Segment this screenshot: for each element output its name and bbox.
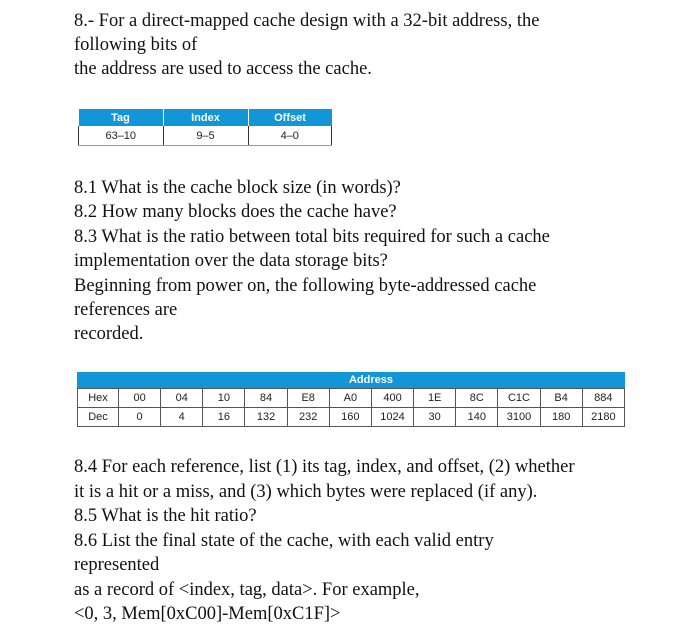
address-table-title: Address [77,372,625,388]
dec-cell: 180 [540,408,582,427]
hex-cell: 04 [161,389,203,408]
dec-cell: 4 [161,408,203,427]
hex-row [78,389,625,408]
address-reference-table [77,372,625,427]
question-8-6-line-3: as a record of <index, tag, data>. For example, [74,580,420,600]
address-field-table [78,109,332,146]
hex-cell: 884 [582,389,624,408]
references-intro-line-1: Beginning from power on, the following byte-addressed cache [74,276,537,296]
hex-cell: E8 [287,389,329,408]
hex-cell: 400 [371,389,413,408]
dec-cell: 1024 [371,408,413,427]
hex-cell: 1E [414,389,456,408]
hex-cell: 84 [245,389,287,408]
intro-line-1: 8.- For a direct-mapped cache design with a 32-bit address, the [74,11,540,31]
question-8-6-line-2: represented [74,555,160,575]
question-8-2: 8.2 How many blocks does the cache have? [74,202,397,222]
field-header-tag: Tag [79,109,164,126]
hex-cell: C1C [498,389,540,408]
hex-cell: B4 [540,389,582,408]
references-intro-line-3: recorded. [74,324,144,344]
dec-cell: 16 [203,408,245,427]
field-header-offset: Offset [248,109,332,126]
dec-cell: 232 [287,408,329,427]
dec-cell: 140 [456,408,498,427]
dec-cell: 132 [245,408,287,427]
question-8-5: 8.5 What is the hit ratio? [74,506,257,526]
dec-cell: 160 [329,408,371,427]
dec-cell: 0 [119,408,161,427]
field-value-tag: 63–10 [79,126,164,146]
question-8-3-line-2: implementation over the data storage bits? [74,251,388,271]
question-8-3-line-1: 8.3 What is the ratio between total bits required for such a cache [74,227,550,247]
hex-cell: 10 [203,389,245,408]
references-intro-line-2: references are [74,300,178,320]
hex-row-label: Hex [78,389,119,408]
dec-cell: 2180 [582,408,624,427]
hex-cell: 00 [119,389,161,408]
dec-cell: 3100 [498,408,540,427]
question-8-1: 8.1 What is the cache block size (in words)? [74,178,401,198]
question-8-4-line-1: 8.4 For each reference, list (1) its tag, index, and offset, (2) whether [74,457,575,477]
hex-cell: A0 [329,389,371,408]
question-8-6-line-1: 8.6 List the final state of the cache, with each valid entry [74,531,494,551]
field-value-offset: 4–0 [248,126,332,146]
dec-row-label: Dec [78,408,119,427]
field-value-index: 9–5 [163,126,248,146]
dec-row [78,408,625,427]
question-8-6-example: <0, 3, Mem[0xC00]-Mem[0xC1F]> [74,604,341,624]
question-8-4-line-2: it is a hit or a miss, and (3) which bytes were replaced (if any). [74,482,538,502]
hex-cell: 8C [456,389,498,408]
intro-line-3: the address are used to access the cache. [74,59,372,79]
field-header-index: Index [163,109,248,126]
dec-cell: 30 [414,408,456,427]
intro-line-2: following bits of [74,35,198,55]
